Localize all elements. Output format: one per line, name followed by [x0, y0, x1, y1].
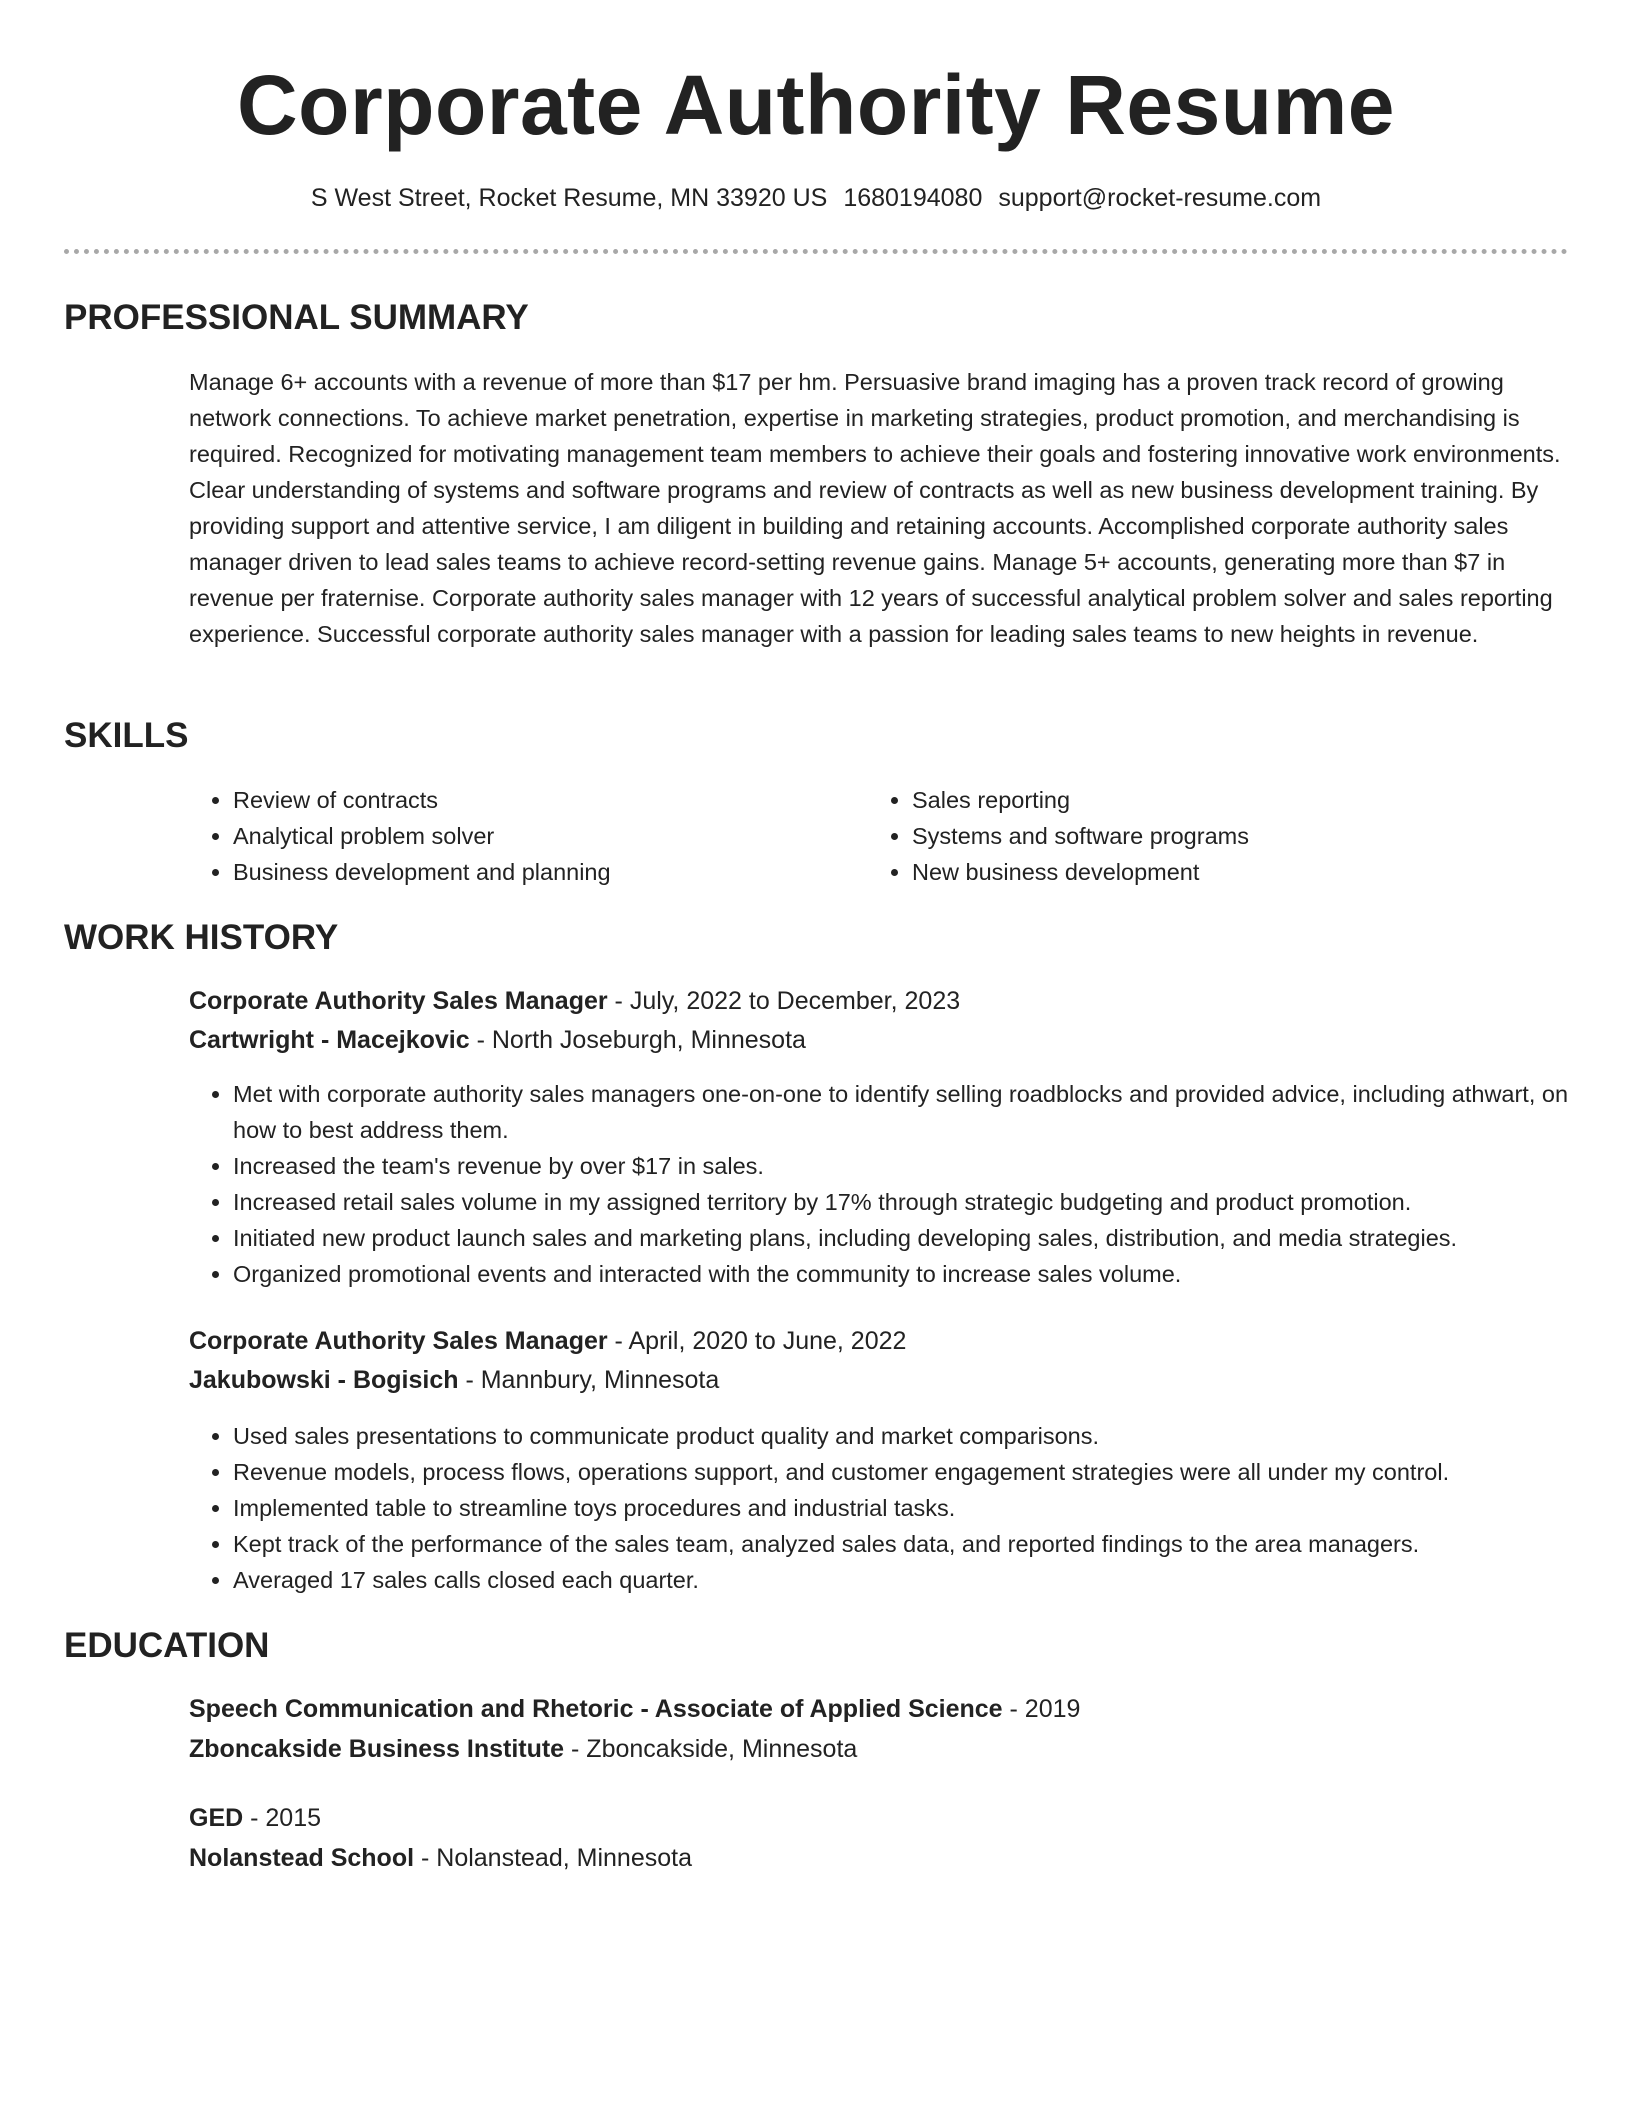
education-degree: GED — [189, 1804, 244, 1832]
job-role: Corporate Authority Sales Manager — [189, 987, 608, 1015]
section-title-work: WORK HISTORY — [64, 918, 339, 957]
education-location: - Zboncakside, Minnesota — [564, 1735, 858, 1763]
job-role: Corporate Authority Sales Manager — [189, 1327, 608, 1355]
education-school: Zboncakside Business Institute — [189, 1735, 565, 1763]
summary-text: Manage 6+ accounts with a revenue of more than $17 per hm. Persuasive brand imaging has a proven track record of growing network connections. To achieve market penetration, expertise in marketing strategies, product promotion, and merchandising is required. Recognized for motivating management team members to achieve their goals and fostering innovative work environments. Clear understanding of systems and software programs and review of contracts as well as new business development training. By providing support and attentive service, I am diligent in building and retaining accounts. Accomplished corporate authority sales manager driven to lead sales teams to achieve record-setting revenue gains. Manage 5+ accounts, generating more than $7 in revenue per fraternise. Corporate authority sales manager with 12 years of successful analytical problem solver and sales reporting experience. Successful corporate authority sales manager with a passion for leading sales teams to new heights in revenue. — [189, 369, 1561, 647]
education-degree-line — [189, 1690, 1080, 1728]
section-title-skills: SKILLS — [64, 716, 189, 755]
job-company-line — [189, 1361, 719, 1399]
skills-list-left — [189, 782, 853, 890]
job-bullets — [189, 1076, 1569, 1292]
contact-email: support@rocket-resume.com — [998, 184, 1322, 212]
education-school-line — [189, 1730, 857, 1768]
job-title-line — [189, 982, 960, 1020]
contact-line — [0, 180, 1632, 216]
section-title-summary: PROFESSIONAL SUMMARY — [64, 298, 529, 337]
education-degree-line — [189, 1799, 321, 1837]
education-year: - 2019 — [1002, 1695, 1081, 1723]
contact-phone: 1680194080 — [843, 184, 983, 212]
education-year: - 2015 — [243, 1804, 322, 1832]
education-school-line — [189, 1839, 692, 1877]
job-bullet: • Initiated new product launch sales and marketing plans, including developing sales, distribution, and media strategies. — [233, 1220, 1569, 1256]
job-bullet: • Revenue models, process flows, operations support, and customer engagement strategies were all under my control. — [233, 1454, 1613, 1490]
resume-name: Corporate Authority Resume — [236, 58, 1396, 152]
skill-item: • Analytical problem solver — [233, 818, 853, 854]
job-company: Jakubowski - Bogisich — [189, 1366, 459, 1394]
education-degree: Speech Communication and Rhetoric - Associate of Applied Science — [189, 1695, 1003, 1723]
header-divider — [64, 249, 1568, 254]
job-company-line — [189, 1021, 806, 1059]
job-dates: - July, 2022 to December, 2023 — [607, 987, 961, 1015]
education-school: Nolanstead School — [189, 1844, 415, 1872]
job-bullets — [189, 1418, 1613, 1598]
skill-item: • Review of contracts — [233, 782, 853, 818]
skill-item: • Sales reporting — [912, 782, 1552, 818]
skill-item: • Business development and planning — [233, 854, 853, 890]
skill-item: • Systems and software programs — [912, 818, 1552, 854]
education-location: - Nolanstead, Minnesota — [414, 1844, 692, 1872]
job-location: - North Joseburgh, Minnesota — [469, 1026, 806, 1054]
job-bullet: • Averaged 17 sales calls closed each quarter. — [233, 1562, 1613, 1598]
job-bullet: • Met with corporate authority sales managers one-on-one to identify selling roadblocks and provided advice, including athwart, on how to best address them. — [233, 1076, 1569, 1148]
section-title-education: EDUCATION — [64, 1626, 270, 1665]
skills-list-right — [868, 782, 1552, 890]
job-bullet: • Organized promotional events and interacted with the community to increase sales volume. — [233, 1256, 1569, 1292]
job-bullet: • Implemented table to streamline toys procedures and industrial tasks. — [233, 1490, 1613, 1526]
job-dates: - April, 2020 to June, 2022 — [607, 1327, 907, 1355]
job-bullet: • Increased retail sales volume in my assigned territory by 17% through strategic budgeting and product promotion. — [233, 1184, 1569, 1220]
job-company: Cartwright - Macejkovic — [189, 1026, 470, 1054]
job-bullet: • Kept track of the performance of the sales team, analyzed sales data, and reported findings to the area managers. — [233, 1526, 1613, 1562]
job-location: - Mannbury, Minnesota — [458, 1366, 720, 1394]
contact-address: S West Street, Rocket Resume, MN 33920 US — [310, 184, 828, 212]
job-bullet: • Increased the team's revenue by over $17 in sales. — [233, 1148, 1569, 1184]
job-bullet: • Used sales presentations to communicate product quality and market comparisons. — [233, 1418, 1613, 1454]
skill-item: • New business development — [912, 854, 1552, 890]
job-title-line — [189, 1322, 906, 1360]
